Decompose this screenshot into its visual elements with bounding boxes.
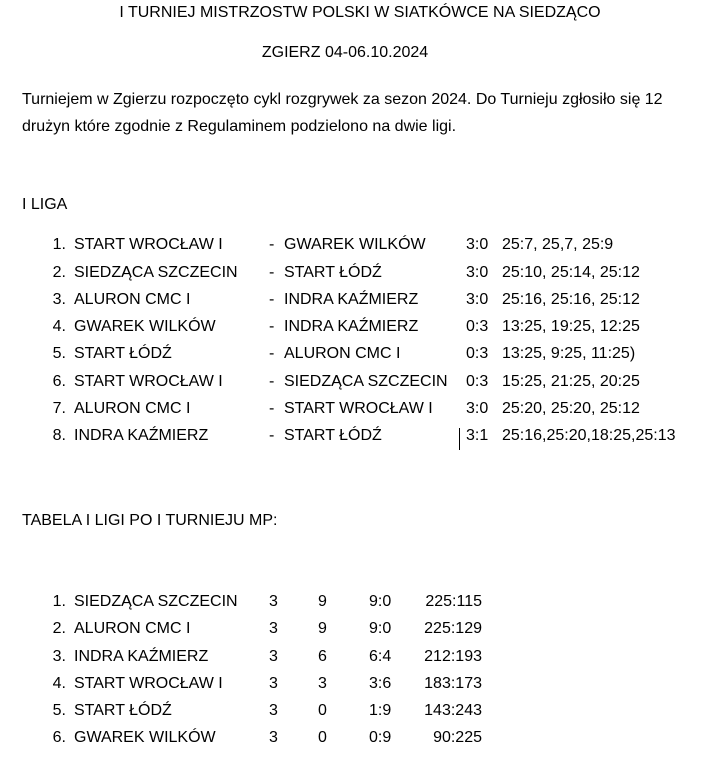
- games-played: 3: [269, 702, 278, 719]
- document-title: I TURNIEJ MISTRZOSTW POLSKI W SIATKÓWCE NA SIEDZĄCO: [119, 4, 601, 21]
- position-number: 2.: [52, 620, 66, 637]
- match-score: 3:1: [466, 427, 489, 444]
- set-scores: 15:25, 21:25, 20:25: [502, 373, 640, 390]
- balls-ratio: 143:243: [424, 702, 482, 719]
- sets-ratio: 6:4: [369, 648, 392, 665]
- league-heading: I LIGA: [22, 196, 68, 213]
- table-row: [0, 620, 720, 644]
- match-score: 0:3: [466, 373, 489, 390]
- home-team: GWAREK WILKÓW: [74, 318, 216, 335]
- balls-ratio: 225:129: [424, 620, 482, 637]
- position-number: 1.: [52, 593, 66, 610]
- match-number: 8.: [52, 427, 66, 444]
- match-row: [0, 291, 720, 315]
- match-score: 0:3: [466, 345, 489, 362]
- sets-ratio: 9:0: [369, 620, 392, 637]
- match-number: 3.: [52, 291, 66, 308]
- position-number: 3.: [52, 648, 66, 665]
- position-number: 4.: [52, 675, 66, 692]
- match-dash: -: [269, 318, 275, 335]
- balls-ratio: 225:115: [425, 593, 482, 610]
- match-score: 3:0: [466, 236, 489, 253]
- table-row: [0, 702, 720, 726]
- home-team: ALURON CMC I: [74, 400, 191, 417]
- position-number: 6.: [52, 729, 66, 746]
- away-team: ALURON CMC I: [284, 345, 401, 362]
- table-row: [0, 675, 720, 699]
- set-scores: 25:7, 25,7, 25:9: [502, 236, 614, 253]
- match-row: [0, 345, 720, 369]
- away-team: START ŁÓDŹ: [284, 264, 382, 281]
- standings-heading: TABELA I LIGI PO I TURNIEJU MP:: [22, 512, 278, 529]
- match-score: 3:0: [466, 264, 489, 281]
- sets-ratio: 3:6: [369, 675, 392, 692]
- home-team: ALURON CMC I: [74, 291, 191, 308]
- points: 0: [318, 729, 327, 746]
- home-team: START WROCŁAW I: [74, 373, 223, 390]
- match-row: [0, 373, 720, 397]
- match-number: 5.: [52, 345, 66, 362]
- match-dash: -: [269, 345, 275, 362]
- away-team: GWAREK WILKÓW: [284, 236, 426, 253]
- games-played: 3: [269, 620, 278, 637]
- away-team: INDRA KAŹMIERZ: [284, 291, 419, 308]
- team-name: ALURON CMC I: [74, 620, 191, 637]
- match-dash: -: [269, 264, 275, 281]
- match-score: 3:0: [466, 291, 489, 308]
- match-number: 6.: [52, 373, 66, 390]
- points: 0: [318, 702, 327, 719]
- balls-ratio: 212:193: [424, 648, 482, 665]
- games-played: 3: [269, 648, 278, 665]
- match-dash: -: [269, 236, 275, 253]
- set-scores: 25:16, 25:16, 25:12: [502, 291, 640, 308]
- match-row: [0, 427, 720, 451]
- match-dash: -: [269, 427, 275, 444]
- set-scores: 25:10, 25:14, 25:12: [502, 264, 640, 281]
- team-name: START ŁÓDŹ: [74, 702, 172, 719]
- set-scores: 13:25, 19:25, 12:25: [502, 318, 640, 335]
- table-row: [0, 593, 720, 617]
- points: 6: [318, 648, 327, 665]
- team-name: INDRA KAŹMIERZ: [74, 648, 209, 665]
- match-number: 7.: [52, 400, 66, 417]
- home-team: INDRA KAŹMIERZ: [74, 427, 209, 444]
- event-date-line: ZGIERZ 04-06.10.2024: [261, 44, 429, 61]
- text-cursor: [459, 428, 460, 450]
- match-row: [0, 264, 720, 288]
- points: 9: [318, 620, 327, 637]
- sets-ratio: 9:0: [369, 593, 392, 610]
- match-row: [0, 400, 720, 424]
- match-dash: -: [269, 400, 275, 417]
- games-played: 3: [269, 593, 278, 610]
- home-team: START ŁÓDŹ: [74, 345, 172, 362]
- intro-paragraph: Turniejem w Zgierzu rozpoczęto cykl rozgrywek za sezon 2024. Do Turnieju zgłosiło się 12 drużyn które zgodnie z Regulaminem podzielono na dwie ligi.: [22, 91, 663, 135]
- table-row: [0, 729, 720, 753]
- home-team: START WROCŁAW I: [74, 236, 223, 253]
- table-row: [0, 648, 720, 672]
- balls-ratio: 183:173: [424, 675, 482, 692]
- away-team: INDRA KAŹMIERZ: [284, 318, 419, 335]
- sets-ratio: 0:9: [369, 729, 392, 746]
- match-score: 0:3: [466, 318, 489, 335]
- position-number: 5.: [52, 702, 66, 719]
- set-scores: 13:25, 9:25, 11:25): [502, 345, 636, 362]
- away-team: SIEDZĄCA SZCZECIN: [284, 373, 448, 390]
- match-row: [0, 236, 720, 260]
- points: 9: [318, 593, 327, 610]
- home-team: SIEDZĄCA SZCZECIN: [74, 264, 238, 281]
- match-dash: -: [269, 291, 275, 308]
- match-score: 3:0: [466, 400, 489, 417]
- sets-ratio: 1:9: [369, 702, 392, 719]
- team-name: SIEDZĄCA SZCZECIN: [74, 593, 238, 610]
- set-scores: 25:20, 25:20, 25:12: [502, 400, 640, 417]
- match-dash: -: [269, 373, 275, 390]
- match-number: 1.: [52, 236, 66, 253]
- team-name: START WROCŁAW I: [74, 675, 223, 692]
- team-name: GWAREK WILKÓW: [74, 729, 216, 746]
- points: 3: [318, 675, 327, 692]
- balls-ratio: 90:225: [433, 729, 482, 746]
- match-number: 2.: [52, 264, 66, 281]
- set-scores: 25:16,25:20,18:25,25:13: [502, 427, 676, 444]
- match-number: 4.: [52, 318, 66, 335]
- games-played: 3: [269, 675, 278, 692]
- away-team: START WROCŁAW I: [284, 400, 433, 417]
- match-row: [0, 318, 720, 342]
- away-team: START ŁÓDŹ: [284, 427, 382, 444]
- games-played: 3: [269, 729, 278, 746]
